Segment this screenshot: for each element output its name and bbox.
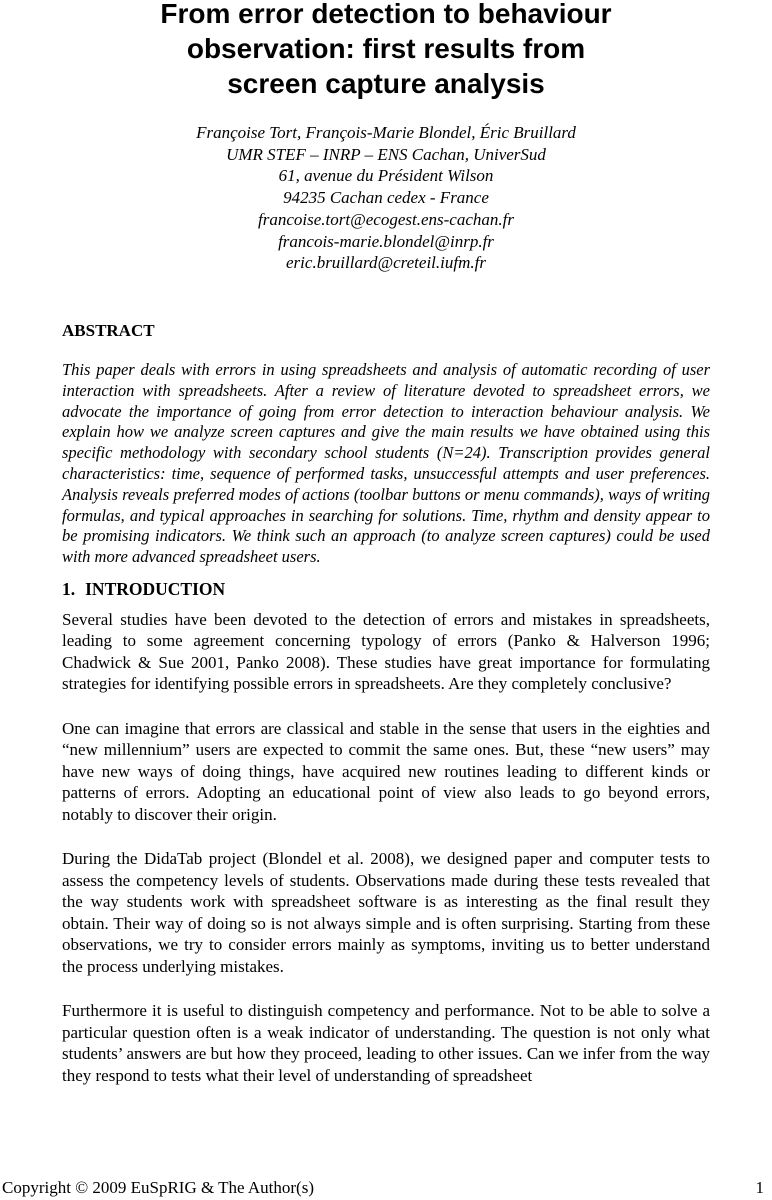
introduction-paragraph-3: During the DidaTab project (Blondel et al. 2008), we designed paper and computer tests to assess the competency levels of students. Observations made during these tests revealed that the way students work with spreadsheet software is as interesting as the final result they obtain. Their way of doing so is not always simple and is often surprising. Starting from these observations, we try to consider errors mainly as symptoms, inviting us to better understand the process underlying mistakes. [62,849,710,976]
author-email-2: francois-marie.blondel@inrp.fr [278,231,494,251]
paper-title-line-3: screen capture analysis [227,68,545,99]
introduction-section [62,578,710,1087]
author-block [62,122,710,274]
author-email-1: francoise.tort@ecogest.ens-cachan.fr [258,209,514,229]
introduction-heading-label: INTRODUCTION [85,578,226,599]
author-address-line-1: 61, avenue du Président Wilson [278,166,494,186]
paper-title-line-2: observation: first results from [186,33,586,64]
abstract-heading: ABSTRACT [62,320,155,340]
introduction-paragraph-2: One can imagine that errors are classical and stable in the sense that users in the eighties and “new millennium” users are expected to commit the same ones. But, these “new users” may have new ways of doing things, have acquired new routines leading to different kinds or patterns of errors. Adopting an educational point of view also leads to go beyond errors, notably to discover their origin. [62,718,710,824]
introduction-paragraph-4: Furthermore it is useful to distinguish competency and performance. Not to be able to solve a particular question often is a weak indicator of understanding. The question is not only what students’ answers are but how they proceed, leading to other issues. Can we infer from the way they respond to tests what their level of understanding of spreadsheet [62,1001,710,1085]
author-affiliation: UMR STEF – INRP – ENS Cachan, UniverSud [226,144,546,164]
author-names: Françoise Tort, François-Marie Blondel, Éric Bruillard [196,123,576,142]
page-number: 1 [755,1178,764,1197]
author-email-3: eric.bruillard@creteil.iufm.fr [286,253,486,273]
paper-title [62,0,710,101]
page-footer [2,1178,764,1198]
abstract-section [62,320,710,568]
copyright-text: Copyright © 2009 EuSpRIG & The Author(s) [2,1178,314,1197]
author-address-line-2: 94235 Cachan cedex - France [283,188,489,208]
introduction-heading [62,578,710,601]
abstract-text: This paper deals with errors in using spreadsheets and analysis of automatic recording of user interaction with spreadsheets. After a review of literature devoted to spreadsheet errors, we advocate the importance of going from error detection to interaction behaviour analysis. We explain how we analyze screen captures and give the main results we have obtained using this specific methodology with secondary school students (N=24). Transcription provides general characteristics: time, sequence of performed tasks, unsuccessful attempts and user preferences. Analysis reveals preferred modes of actions (toolbar buttons or menu commands), ways of writing formulas, and typical approaches in searching for solutions. Time, rhythm and density appear to be promising indicators. We think such an approach (to analyze screen captures) could be used with more advanced spreadsheet users. [62,359,710,567]
paper-title-line-1: From error detection to behaviour [160,0,612,29]
introduction-paragraph-1: Several studies have been devoted to the detection of errors and mistakes in spreadsheets, leading to some agreement concerning typology of errors (Panko & Halverson 1996; Chadwick & Sue 2001, Panko 2008). These studies have great importance for formulating strategies for identifying possible errors in spreadsheets. Are they completely conclusive? [62,609,710,694]
introduction-heading-number: 1. [62,578,76,599]
